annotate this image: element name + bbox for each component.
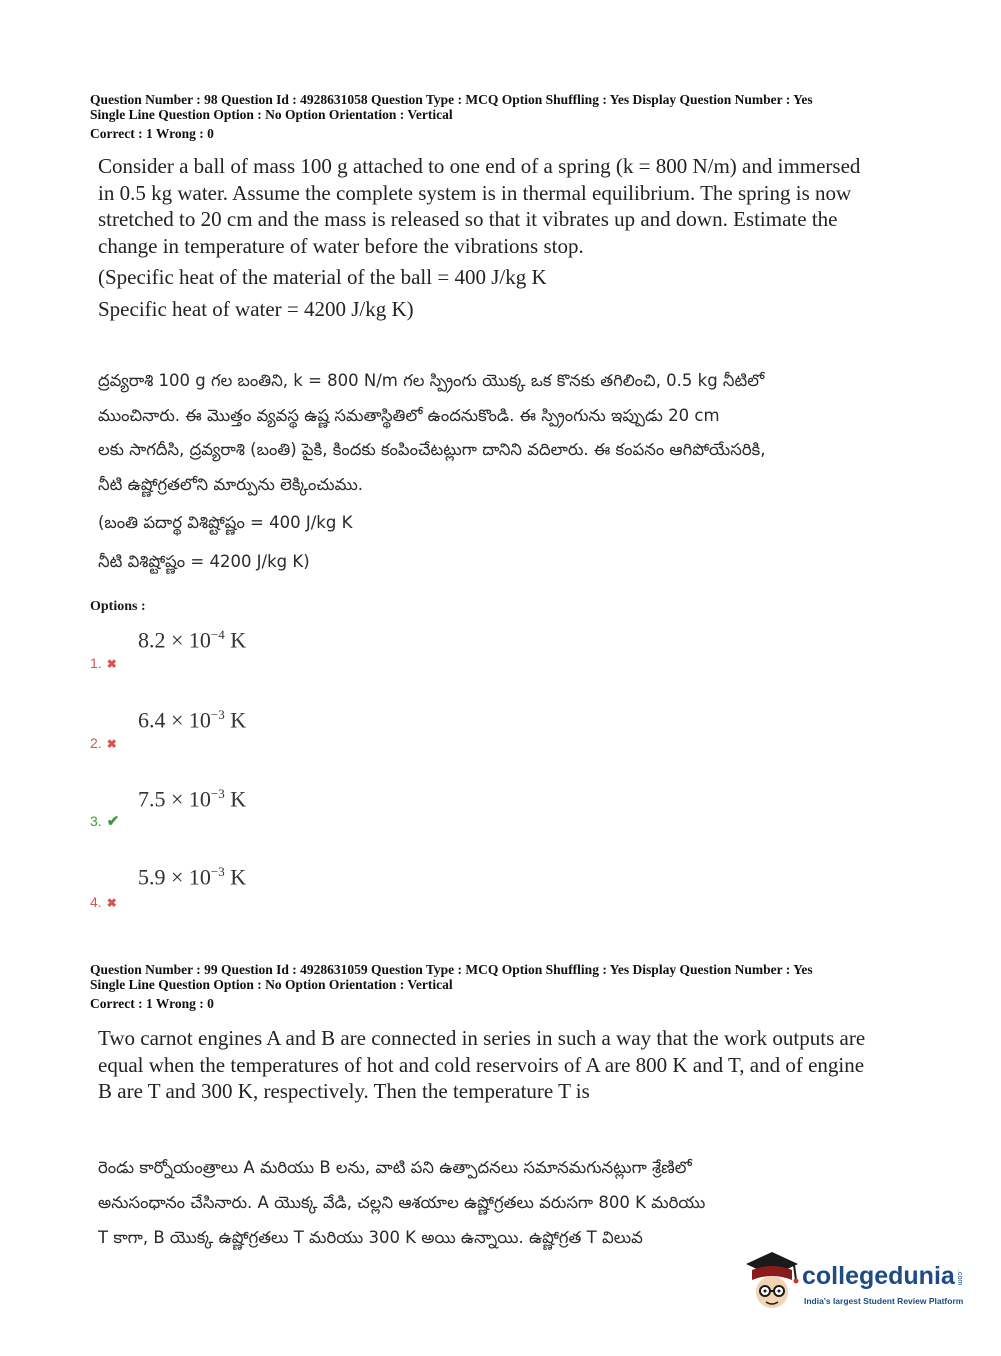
q98-meta-line1: Question Number : 98 Question Id : 4928631058 Question Type : MCQ Option Shuffling : Yes Display Question Number : Yes — [90, 92, 813, 107]
option-4-value: $5.9 \times 10^{-3}$ K — [138, 864, 247, 890]
options-label: Options : — [90, 599, 146, 614]
q99-metadata — [90, 962, 813, 1011]
q99-meta-line1: Question Number : 99 Question Id : 4928631059 Question Type : MCQ Option Shuffling : Yes Display Question Number : Yes — [90, 962, 813, 977]
checkmark-icon: ✔ — [106, 813, 120, 830]
q99-en-line: B are T and 300 K, respectively. Then the temperature T is — [98, 1079, 590, 1103]
q99-en-line: Two carnot engines A and B are connected in series in such a way that the work outputs are — [98, 1026, 866, 1050]
option-4-number: 4. ✖ — [90, 894, 117, 910]
cross-icon: ✖ — [106, 657, 117, 671]
graduate-mascot-icon — [742, 1250, 802, 1314]
option-2-value: $6.4 \times 10^{-3}$ K — [138, 707, 247, 733]
q98-en-line: Consider a ball of mass 100 g attached to one end of a spring (k = 800 N/m) and immersed — [98, 154, 861, 178]
q99-te-line: రెండు కార్నోయంత్రాలు A మరియు B లను, వాటి పని ఉత్పాదనలు సమానమగునట్లుగా శ్రేణిలో — [98, 1158, 692, 1177]
q98-telugu-text — [98, 364, 898, 579]
q99-english-text — [98, 1025, 888, 1105]
q98-te-line: నీటి ఉష్ణోగ్రతలోని మార్పును లెక్కించుము. — [98, 474, 364, 494]
collegedunia-wordmark: collegedunia — [802, 1262, 955, 1290]
q98-en-line: stretched to 20 cm and the mass is released so that it vibrates up and down. Estimate the — [98, 207, 838, 231]
q98-te-line: ద్రవ్యరాశి 100 g గల బంతిని, k = 800 N/m గల స్ప్రింగు యొక్క ఒక కొనకు తగిలించి, 0.5 kg నీటిలో — [98, 371, 765, 390]
q98-meta-line3: Correct : 1 Wrong : 0 — [90, 126, 214, 141]
q98-en-line: Specific heat of water = 4200 J/kg K) — [98, 296, 414, 321]
option-2-number: 2. ✖ — [90, 735, 117, 751]
option-3-value: $7.5 \times 10^{-3}$ K — [138, 786, 247, 812]
q98-te-line: లకు సాగదీసి, ద్రవ్యరాశి (బంతి) పైకి, కిందకు కంపించేటట్లుగా దానిని వదిలారు. ఈ కంపనం ఆగిపోయేసరికి, — [98, 440, 766, 459]
q99-meta-line2: Single Line Question Option : No Option Orientation : Vertical — [90, 977, 453, 992]
option-1-number: 1. ✖ — [90, 655, 117, 671]
q98-te-line: (బంతి పదార్థ విశిష్టోష్ణం = 400 J/kg K — [98, 513, 353, 532]
q98-metadata — [90, 92, 813, 141]
logo-tagline: India's largest Student Review Platform — [804, 1296, 964, 1306]
q98-en-line: (Specific heat of the material of the ball = 400 J/kg K — [98, 265, 547, 289]
cross-icon: ✖ — [106, 896, 117, 910]
option-1-value: $8.2 \times 10^{-4}$ K — [138, 627, 247, 653]
collegedunia-logo — [742, 1250, 972, 1320]
q99-te-line: T కాగా, B యొక్క ఉష్ణోగ్రతలు T మరియు 300 K అయి ఉన్నాయి. ఉష్ణోగ్రత T విలువ — [98, 1228, 643, 1247]
q99-meta-line3: Correct : 1 Wrong : 0 — [90, 996, 214, 1011]
q99-te-line: అనుసంధానం చేసినారు. A యొక్క వేడి, చల్లని ఆశయాల ఉష్ణోగ్రతలు వరుసగా 800 K మరియు — [98, 1193, 706, 1212]
q98-english-text — [98, 153, 888, 322]
q98-te-line: ముంచినారు. ఈ మొత్తం వ్యవస్థ ఉష్ణ సమతాస్థితిలో ఉందనుకొండి. ఈ స్ప్రింగును ఇప్పుడు 20 cm — [98, 405, 720, 425]
q98-en-line: in 0.5 kg water. Assume the complete system is in thermal equilibrium. The spring is now — [98, 180, 852, 205]
q99-telugu-text — [98, 1150, 898, 1255]
logo-domain-suffix: .com — [956, 1270, 963, 1286]
q99-en-line: equal when the temperatures of hot and cold reservoirs of A are 800 K and T, and of engine — [98, 1052, 865, 1077]
q98-te-line: నీటి విశిష్టోష్ణం = 4200 J/kg K) — [98, 551, 310, 571]
cross-icon: ✖ — [106, 737, 117, 751]
q98-en-line: change in temperature of water before the vibrations stop. — [98, 233, 584, 258]
q98-meta-line2: Single Line Question Option : No Option Orientation : Vertical — [90, 107, 453, 122]
option-3-number: 3. ✔ — [90, 813, 120, 830]
